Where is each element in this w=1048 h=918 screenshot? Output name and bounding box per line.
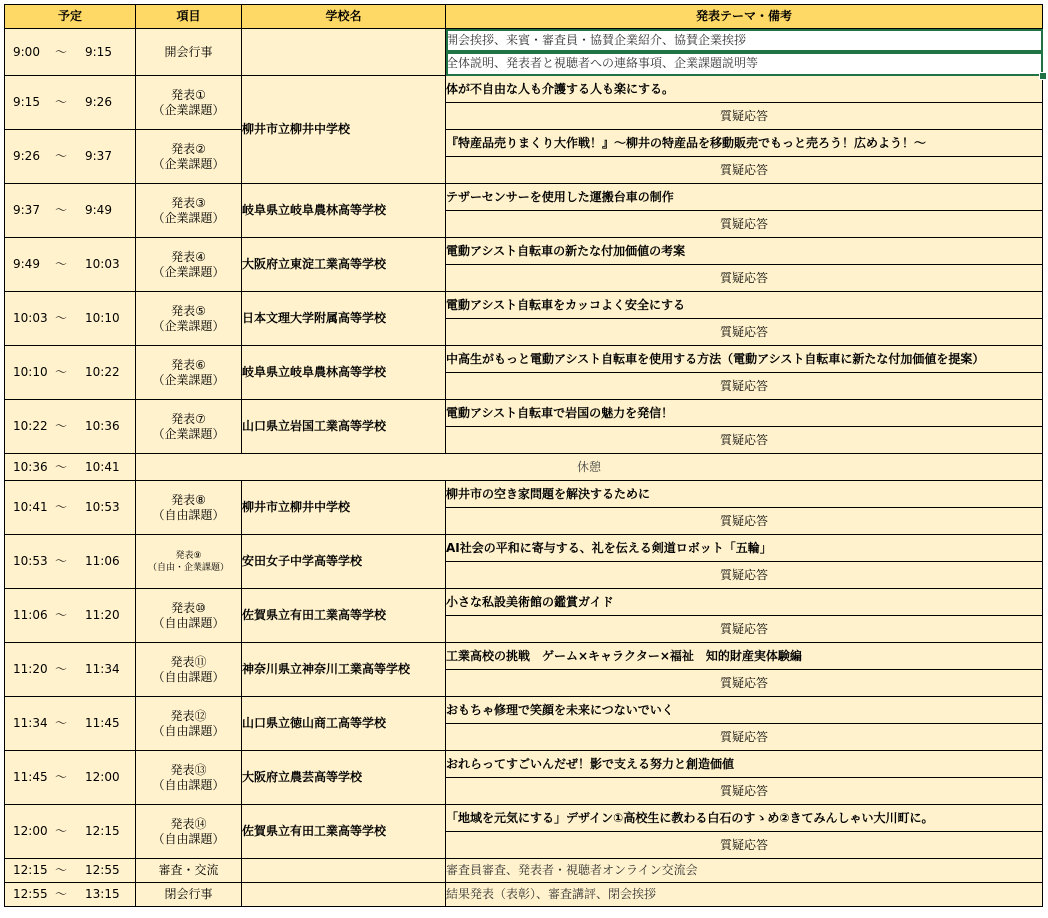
item-number: 発表⑪ xyxy=(170,654,207,669)
time-cell[interactable] xyxy=(5,238,136,292)
time-end: 13:15 xyxy=(85,887,120,901)
item-cell[interactable] xyxy=(136,643,242,697)
time-end: 11:06 xyxy=(85,554,120,568)
time-cell[interactable] xyxy=(5,130,136,184)
theme-cell[interactable]: 体が不自由な人も介護する人も楽にする。 xyxy=(446,76,1043,103)
header-theme[interactable]: 発表テーマ・備考 xyxy=(446,5,1043,29)
presentation-row xyxy=(5,643,1043,670)
school-cell[interactable]: 日本文理大学附属高等学校 xyxy=(242,292,446,346)
item-number: 発表⑦ xyxy=(171,411,206,426)
item-category: （企業課題） xyxy=(152,264,225,279)
time-start: 11:06 xyxy=(13,608,48,622)
time-cell[interactable] xyxy=(5,751,136,805)
qa-cell[interactable]: 質疑応答 xyxy=(446,562,1043,589)
item-category: （自由・企業課題） xyxy=(147,562,229,573)
item-number: 発表⑭ xyxy=(170,816,207,831)
time-start: 9:49 xyxy=(13,257,40,271)
time-cell[interactable] xyxy=(5,805,136,859)
theme-cell[interactable]: おもちゃ修理で笑顔を未来につないでいく xyxy=(446,697,1043,724)
time-cell[interactable] xyxy=(5,454,136,481)
break-row xyxy=(5,454,1043,481)
tilde: 〜 xyxy=(55,95,68,109)
qa-cell[interactable]: 質疑応答 xyxy=(446,427,1043,454)
item-cell[interactable] xyxy=(136,184,242,238)
theme-cell[interactable]: 電動アシスト自転車で岩国の魅力を発信！ xyxy=(446,400,1043,427)
time-start: 10:41 xyxy=(13,500,48,514)
presentation-row xyxy=(5,76,1043,103)
item-cell[interactable] xyxy=(136,238,242,292)
header-school[interactable]: 学校名 xyxy=(242,5,446,29)
item-number: 発表⑧ xyxy=(171,492,206,507)
time-cell[interactable] xyxy=(5,400,136,454)
school-cell[interactable]: 岐阜県立岐阜農林高等学校 xyxy=(242,346,446,400)
time-end: 10:22 xyxy=(85,365,120,379)
tilde: 〜 xyxy=(55,459,68,474)
tilde: 〜 xyxy=(55,365,68,379)
school-cell[interactable] xyxy=(242,859,446,883)
header-item[interactable]: 項目 xyxy=(136,5,242,29)
time-cell[interactable] xyxy=(5,535,136,589)
opening-row xyxy=(5,29,1043,52)
time-start: 9:26 xyxy=(13,149,40,163)
closing-row xyxy=(5,883,1043,907)
time-end: 10:36 xyxy=(85,419,120,433)
item-cell[interactable] xyxy=(136,292,242,346)
presentation-row xyxy=(5,697,1043,724)
header-row xyxy=(5,5,1043,29)
time-end: 9:37 xyxy=(85,149,112,163)
time-end: 9:15 xyxy=(85,44,112,59)
tilde: 〜 xyxy=(55,554,68,568)
school-cell[interactable]: 安田女子中学高等学校 xyxy=(242,535,446,589)
school-cell[interactable] xyxy=(242,883,446,907)
time-end: 10:41 xyxy=(85,459,120,474)
tilde: 〜 xyxy=(55,44,68,59)
time-start: 9:37 xyxy=(13,203,40,217)
schedule-body xyxy=(5,5,1043,907)
school-cell[interactable]: 岐阜県立岐阜農林高等学校 xyxy=(242,184,446,238)
item-cell[interactable] xyxy=(136,76,242,130)
item-number: 発表③ xyxy=(171,195,206,210)
item-number: 発表⑤ xyxy=(171,303,206,318)
qa-cell[interactable]: 質疑応答 xyxy=(446,157,1043,184)
time-end: 11:45 xyxy=(85,716,120,730)
school-cell[interactable]: 柳井市立柳井中学校 xyxy=(242,76,446,184)
time-end: 12:00 xyxy=(85,770,120,784)
presentation-row xyxy=(5,238,1043,265)
theme-cell[interactable]: 「地域を元気にする」デザイン①高校生に教わる白石のすゝめ②きてみんしゃい大川町に。 xyxy=(446,805,1043,832)
theme-cell[interactable]: 電動アシスト自転車をカッコよく安全にする xyxy=(446,292,1043,319)
item-cell[interactable] xyxy=(136,697,242,751)
schedule-table xyxy=(4,4,1043,907)
theme-cell[interactable]: 電動アシスト自転車の新たな付加価値の考案 xyxy=(446,238,1043,265)
time-start: 10:22 xyxy=(13,419,48,433)
item-category: （企業課題） xyxy=(152,210,225,225)
tilde: 〜 xyxy=(55,662,68,676)
time-start: 11:34 xyxy=(13,716,48,730)
time-start: 9:00 xyxy=(13,44,40,59)
time-end: 10:10 xyxy=(85,311,120,325)
presentation-row xyxy=(5,481,1043,508)
presentation-row xyxy=(5,589,1043,616)
time-end: 11:34 xyxy=(85,662,120,676)
time-start: 9:15 xyxy=(13,95,40,109)
note-cell[interactable]: 結果発表（表彰）、審査講評、閉会挨拶 xyxy=(446,883,1043,907)
item-number: 発表④ xyxy=(171,249,206,264)
time-cell[interactable] xyxy=(5,184,136,238)
qa-cell[interactable]: 質疑応答 xyxy=(446,508,1043,535)
theme-cell[interactable]: テザーセンサーを使用した運搬台車の制作 xyxy=(446,184,1043,211)
tilde: 〜 xyxy=(55,863,68,877)
time-start: 11:20 xyxy=(13,662,48,676)
item-cell[interactable] xyxy=(136,130,242,184)
school-cell[interactable]: 山口県立徳山商工高等学校 xyxy=(242,697,446,751)
presentation-row xyxy=(5,751,1043,778)
presentation-row xyxy=(5,805,1043,832)
time-cell[interactable] xyxy=(5,589,136,643)
school-cell[interactable]: 大阪府立農芸高等学校 xyxy=(242,751,446,805)
note-cell[interactable]: 審査員審査、発表者・視聴者オンライン交流会 xyxy=(446,859,1043,883)
qa-cell[interactable]: 質疑応答 xyxy=(446,832,1043,859)
school-cell[interactable]: 佐賀県立有田工業高等学校 xyxy=(242,589,446,643)
item-number: 発表⑥ xyxy=(171,357,206,372)
time-start: 10:36 xyxy=(13,459,48,474)
item-number: 発表⑬ xyxy=(170,762,207,777)
presentation-row xyxy=(5,130,1043,157)
item-cell[interactable] xyxy=(136,400,242,454)
time-cell[interactable] xyxy=(5,481,136,535)
school-cell[interactable]: 柳井市立柳井中学校 xyxy=(242,481,446,535)
tilde: 〜 xyxy=(55,770,68,784)
time-start: 11:45 xyxy=(13,770,48,784)
item-category: （企業課題） xyxy=(152,318,225,333)
item-category: （自由課題） xyxy=(152,615,225,630)
item-number: 発表② xyxy=(171,141,206,156)
item-category: （企業課題） xyxy=(152,102,225,117)
time-start: 12:55 xyxy=(13,887,48,901)
theme-cell[interactable]: おれらってすごいんだぜ！影で支える努力と創造価値 xyxy=(446,751,1043,778)
time-cell[interactable] xyxy=(5,292,136,346)
time-start: 12:15 xyxy=(13,863,48,877)
break-label[interactable]: 休憩 xyxy=(136,454,1043,481)
time-start: 10:53 xyxy=(13,554,48,568)
tilde: 〜 xyxy=(55,887,68,901)
item-category: （企業課題） xyxy=(152,156,225,171)
tilde: 〜 xyxy=(55,419,68,433)
presentation-row xyxy=(5,400,1043,427)
time-start: 12:00 xyxy=(13,824,48,838)
school-cell[interactable]: 山口県立岩国工業高等学校 xyxy=(242,400,446,454)
item-cell[interactable] xyxy=(136,589,242,643)
item-number: 発表⑫ xyxy=(170,708,207,723)
theme-cell[interactable]: 中高生がもっと電動アシスト自転車を使用する方法（電動アシスト自転車に新たな付加価値を提案） xyxy=(446,346,1043,373)
school-cell[interactable]: 神奈川県立神奈川工業高等学校 xyxy=(242,643,446,697)
item-category: （自由課題） xyxy=(152,831,225,846)
item-cell[interactable]: 開会行事 xyxy=(136,29,242,76)
item-cell[interactable] xyxy=(136,751,242,805)
tilde: 〜 xyxy=(55,257,68,271)
presentation-row xyxy=(5,346,1043,373)
tilde: 〜 xyxy=(55,311,68,325)
time-end: 12:15 xyxy=(85,824,120,838)
qa-cell[interactable]: 質疑応答 xyxy=(446,103,1043,130)
time-end: 10:53 xyxy=(85,500,120,514)
theme-cell[interactable]: 工業高校の挑戦 ゲーム×キャラクター×福祉 知的財産実体験編 xyxy=(446,643,1043,670)
time-end: 9:26 xyxy=(85,95,112,109)
time-end: 11:20 xyxy=(85,608,120,622)
time-cell[interactable] xyxy=(5,643,136,697)
time-cell[interactable] xyxy=(5,697,136,751)
school-cell[interactable] xyxy=(242,29,446,76)
time-end: 10:03 xyxy=(85,257,120,271)
presentation-row xyxy=(5,184,1043,211)
time-start: 10:10 xyxy=(13,365,48,379)
presentation-row xyxy=(5,535,1043,562)
item-cell[interactable] xyxy=(136,535,242,589)
item-cell[interactable]: 審査・交流 xyxy=(136,859,242,883)
item-number: 発表① xyxy=(171,87,206,102)
presentation-row xyxy=(5,292,1043,319)
theme-cell[interactable]: AI社会の平和に寄与する、礼を伝える剣道ロボット「五輪」 xyxy=(446,535,1043,562)
tilde: 〜 xyxy=(55,203,68,217)
item-cell[interactable] xyxy=(136,481,242,535)
tilde: 〜 xyxy=(55,824,68,838)
qa-cell[interactable]: 質疑応答 xyxy=(446,616,1043,643)
time-end: 12:55 xyxy=(85,863,120,877)
tilde: 〜 xyxy=(55,716,68,730)
selection-fill-handle[interactable] xyxy=(1039,72,1047,80)
qa-cell[interactable]: 質疑応答 xyxy=(446,373,1043,400)
tilde: 〜 xyxy=(55,149,68,163)
item-category: （自由課題） xyxy=(152,669,225,684)
qa-cell[interactable]: 質疑応答 xyxy=(446,724,1043,751)
tilde: 〜 xyxy=(55,608,68,622)
tilde: 〜 xyxy=(55,500,68,514)
item-category: （自由課題） xyxy=(152,507,225,522)
item-cell[interactable] xyxy=(136,805,242,859)
item-cell[interactable]: 閉会行事 xyxy=(136,883,242,907)
item-cell[interactable] xyxy=(136,346,242,400)
time-cell[interactable] xyxy=(5,346,136,400)
qa-cell[interactable]: 質疑応答 xyxy=(446,211,1043,238)
item-category: （企業課題） xyxy=(152,372,225,387)
qa-cell[interactable]: 質疑応答 xyxy=(446,670,1043,697)
time-end: 9:49 xyxy=(85,203,112,217)
time-cell[interactable] xyxy=(5,883,136,907)
item-category: （自由課題） xyxy=(152,723,225,738)
opening-note-1-selected-cell[interactable]: 開会挨拶、来賓・審査員・協賛企業紹介、協賛企業挨拶 xyxy=(446,29,1043,52)
time-cell[interactable] xyxy=(5,859,136,883)
qa-cell[interactable]: 質疑応答 xyxy=(446,319,1043,346)
time-cell[interactable] xyxy=(5,76,136,130)
time-start: 10:03 xyxy=(13,311,48,325)
item-number: 発表⑩ xyxy=(171,600,206,615)
theme-cell[interactable]: 柳井市の空き家問題を解決するために xyxy=(446,481,1043,508)
school-cell[interactable]: 大阪府立東淀工業高等学校 xyxy=(242,238,446,292)
time-cell[interactable] xyxy=(5,29,136,76)
header-time[interactable]: 予定 xyxy=(5,5,136,29)
item-category: （自由課題） xyxy=(152,777,225,792)
item-category: （企業課題） xyxy=(152,426,225,441)
item-number: 発表⑨ xyxy=(175,550,202,561)
qa-cell[interactable]: 質疑応答 xyxy=(446,778,1043,805)
theme-cell[interactable]: 『特産品売りまくり大作戦！』〜柳井の特産品を移動販売でもっと売ろう！広めよう！〜 xyxy=(446,130,1043,157)
qa-cell[interactable]: 質疑応答 xyxy=(446,265,1043,292)
theme-cell[interactable]: 小さな私設美術館の鑑賞ガイド xyxy=(446,589,1043,616)
opening-note-2-selected-cell[interactable]: 全体説明、発表者と視聴者への連絡事項、企業課題説明等 xyxy=(446,52,1043,76)
judging-row xyxy=(5,859,1043,883)
school-cell[interactable]: 佐賀県立有田工業高等学校 xyxy=(242,805,446,859)
